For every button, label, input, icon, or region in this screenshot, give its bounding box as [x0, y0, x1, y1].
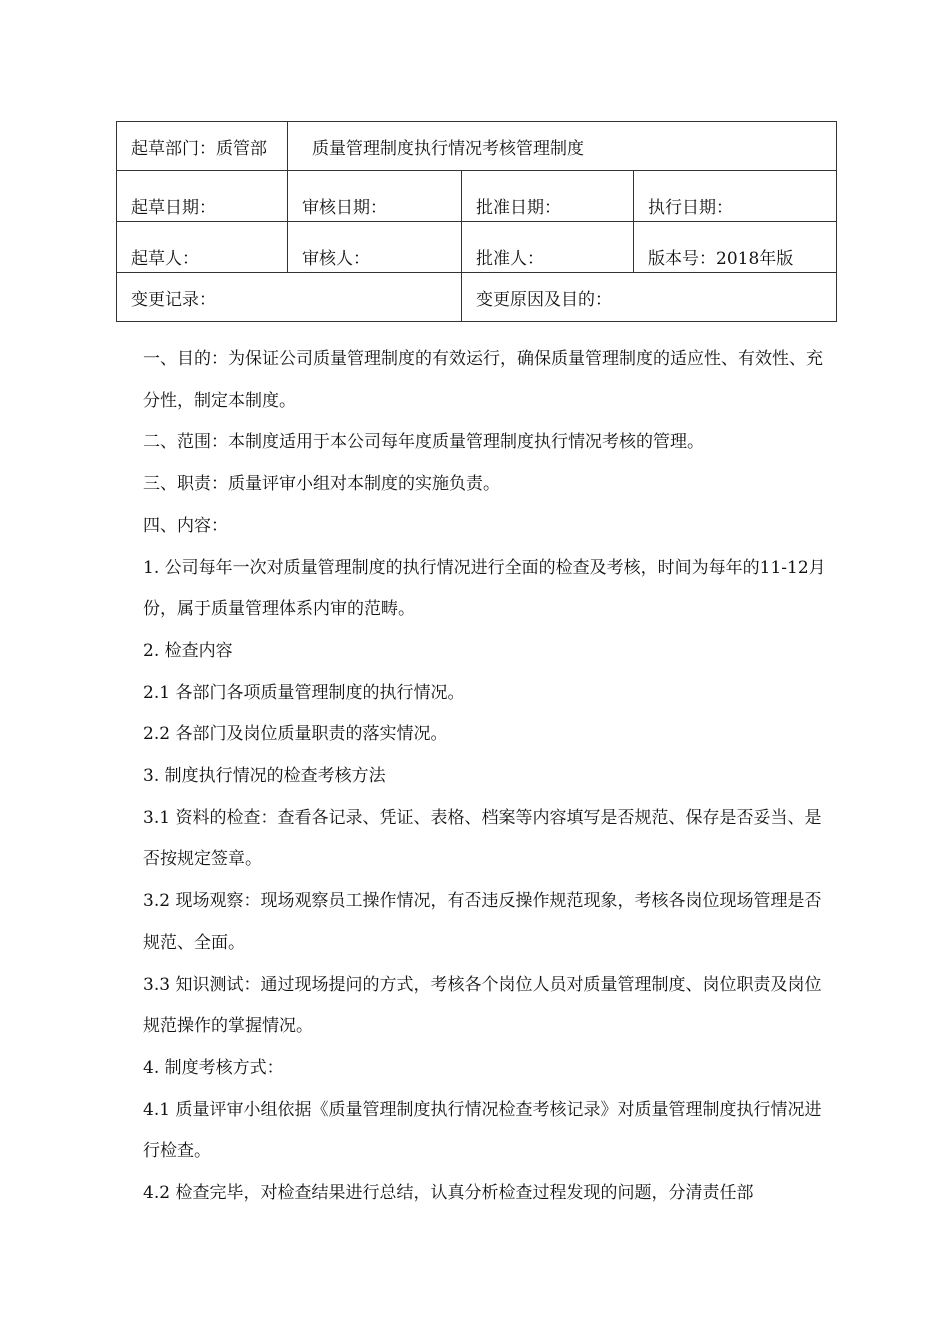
document-title-cell: 质量管理制度执行情况考核管理制度 — [288, 122, 837, 171]
paragraph-item-2: 2. 检查内容 — [143, 640, 233, 661]
reviewer-cell: 审核人： — [288, 222, 462, 273]
execution-date-cell: 执行日期： — [634, 171, 837, 222]
document-body — [143, 339, 838, 1215]
paragraph-item-2-2: 2.2 各部门及岗位质量职责的落实情况。 — [143, 724, 448, 745]
drafter-cell: 起草人： — [117, 222, 288, 273]
paragraph-item-1: 1. 公司每年一次对质量管理制度的执行情况进行全面的检查及考核，时间为每年的11-12月份，属于质量管理体系内审的范畴。 — [143, 557, 826, 620]
paragraph-item-3-3: 3.3 知识测试：通过现场提问的方式，考核各个岗位人员对质量管理制度、岗位职责及岗位规范操作的掌握情况。 — [143, 974, 822, 1037]
paragraph-responsibility: 三、职责：质量评审小组对本制度的实施负责。 — [143, 474, 500, 495]
paragraph-item-4: 4. 制度考核方式： — [143, 1057, 284, 1078]
paragraph-item-4-1: 4.1 质量评审小组依据《质量管理制度执行情况检查考核记录》对质量管理制度执行情况进行检查。 — [143, 1099, 822, 1162]
drafting-department-cell: 起草部门：质管部 — [117, 122, 288, 171]
paragraph-item-3-2: 3.2 现场观察：现场观察员工操作情况，有否违反操作规范现象，考核各岗位现场管理是否规范、全面。 — [143, 891, 822, 953]
paragraph-item-4-2: 4.2 检查完毕，对检查结果进行总结，认真分析检查过程发现的问题，分清责任部 — [143, 1183, 754, 1204]
paragraph-scope: 二、范围：本制度适用于本公司每年度质量管理制度执行情况考核的管理。 — [143, 432, 704, 453]
paragraph-item-3-1: 3.1 资料的检查：查看各记录、凭证、表格、档案等内容填写是否规范、保存是否妥当、是否按规定签章。 — [143, 807, 822, 870]
paragraph-purpose: 一、目的：为保证公司质量管理制度的有效运行，确保质量管理制度的适应性、有效性、充分性，制定本制度。 — [143, 349, 823, 411]
paragraph-content-heading: 四、内容： — [143, 515, 228, 536]
change-record-cell: 变更记录： — [117, 273, 462, 322]
version-cell: 版本号：2018年版 — [634, 222, 837, 273]
review-date-cell: 审核日期： — [288, 171, 462, 222]
approve-date-cell: 批准日期： — [462, 171, 634, 222]
document-header-table — [116, 121, 837, 322]
paragraph-item-3: 3. 制度执行情况的检查考核方法 — [143, 766, 386, 787]
change-reason-cell: 变更原因及目的： — [462, 273, 837, 322]
approver-cell: 批准人： — [462, 222, 634, 273]
draft-date-cell: 起草日期： — [117, 171, 288, 222]
paragraph-item-2-1: 2.1 各部门各项质量管理制度的执行情况。 — [143, 682, 465, 703]
